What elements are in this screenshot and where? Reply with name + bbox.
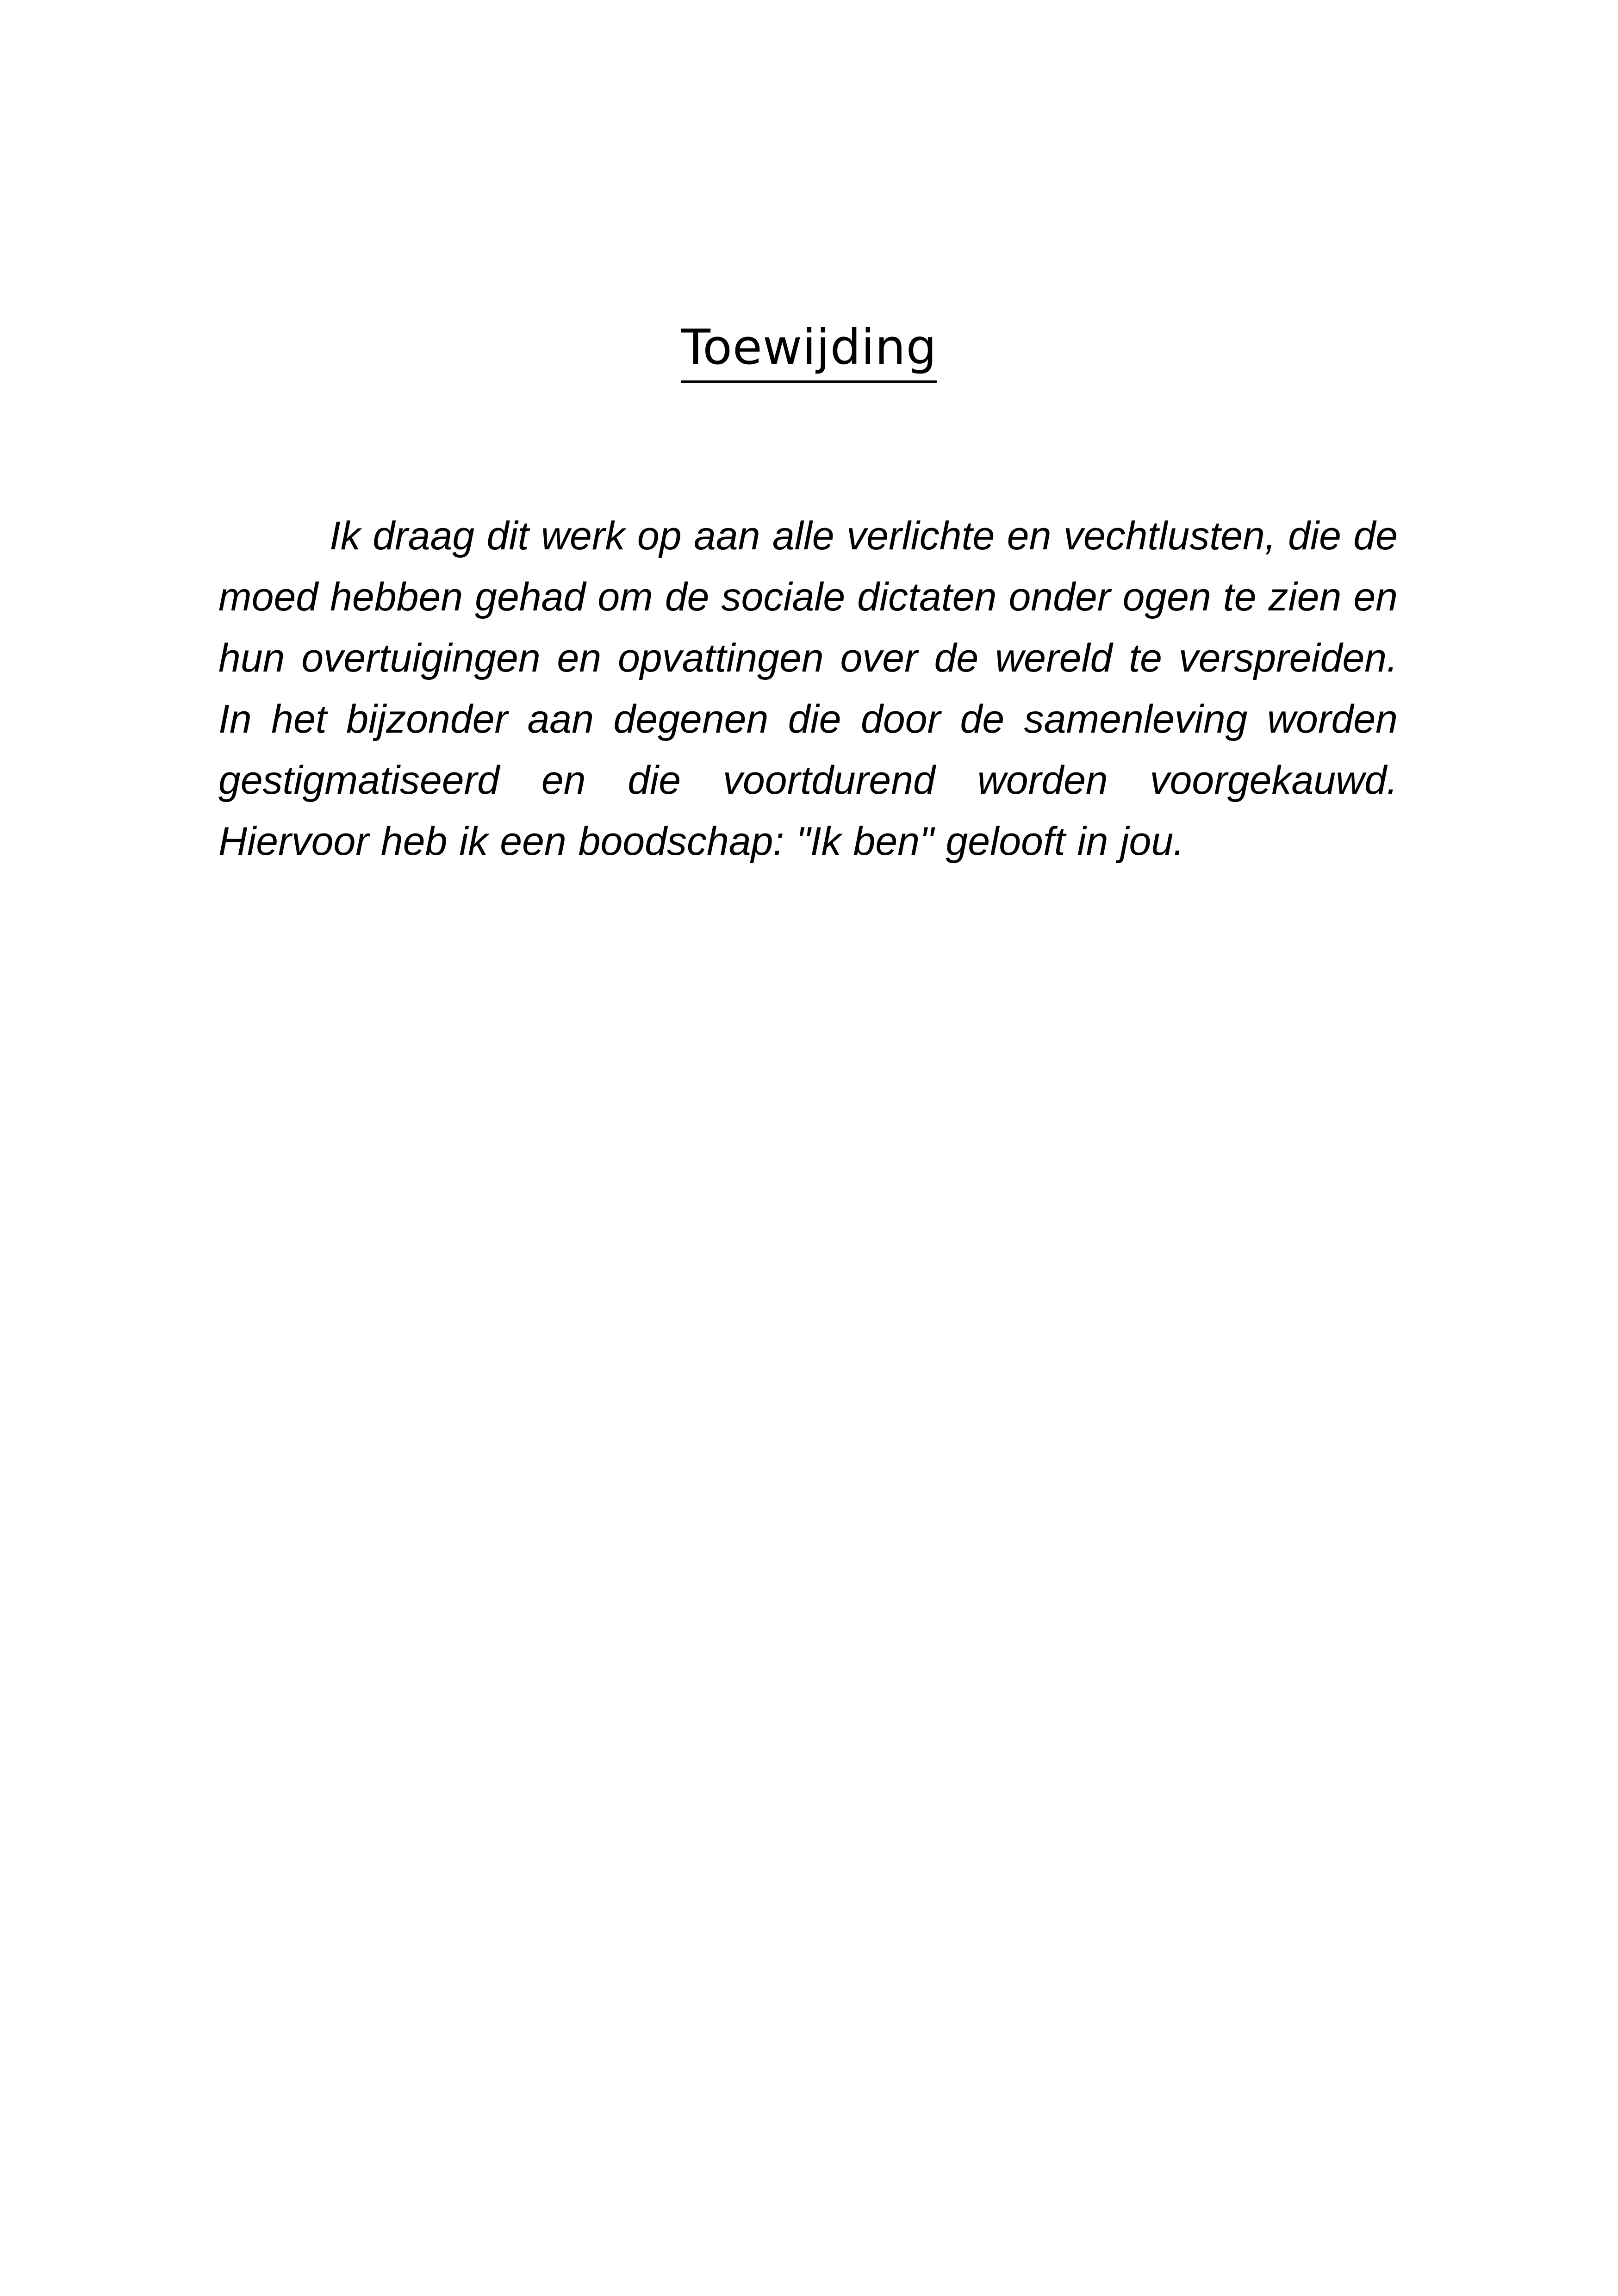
page-title (0, 310, 1618, 384)
title-text: Toewijding (681, 315, 937, 383)
dedication-paragraph: Ik draag dit werk op aan alle verlichte en vechtlusten, die de moed hebben gehad om de sociale dictaten onder ogen te zien en hun overtuigingen en opvattingen over de wereld te verspreiden. In het bijzonder aan degenen die door de samenleving worden gestigmatiseerd en die voortdurend worden voorgekauwd. Hiervoor heb ik een boodschap: "Ik ben" gelooft in jou. (218, 514, 1398, 864)
